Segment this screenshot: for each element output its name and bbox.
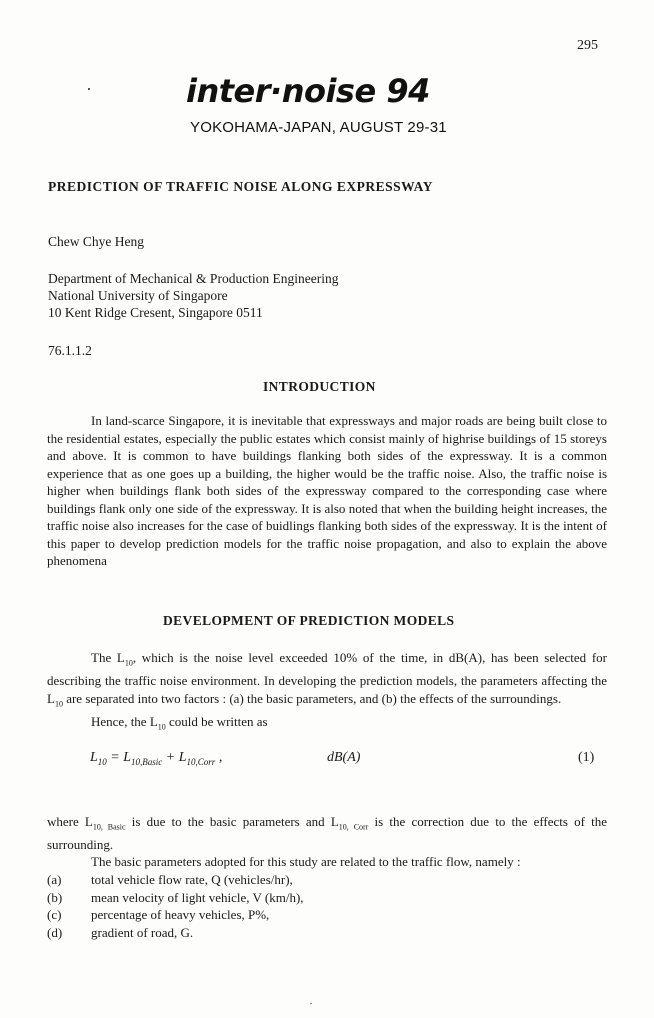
basic-parameters-list	[47, 871, 304, 941]
author-name: Chew Chye Heng	[48, 234, 144, 249]
introduction-paragraph: In land-scarce Singapore, it is inevitable that expressways and major roads are being built close to the residential estates, especially the public estates which consist mainly of highrise buildings of 15 storeys and above. It is common to have buildings flanking both sides of the expressway. It is a common experience that as one goes up a building, the higher would be the traffic noise. Also, the traffic noise is higher when buildings flank both sides of the expressway compared to the corresponding case where buildings flank only one side of the expressway. It is also noted that when the building height increases, the traffic noise also increases for the case of buidlings flanking both sides of the expressway. It is the intent of this paper to develop prediction models for the traffic noise propagation, and also to explain the above phenomena	[47, 413, 607, 568]
scan-dot	[88, 88, 90, 90]
affiliation-line: 10 Kent Ridge Cresent, Singapore 0511	[48, 305, 263, 320]
list-item: (d) gradient of road, G.	[47, 924, 194, 940]
page-number: 295	[577, 38, 598, 53]
basic-parameters-intro: The basic parameters adopted for this study are related to the traffic flow, namely :	[91, 854, 521, 869]
affiliation-line: Department of Mechanical & Production Engineering	[48, 271, 339, 286]
equation-unit: dB(A)	[327, 750, 361, 765]
scan-speck	[310, 1003, 312, 1004]
classification-code: 76.1.1.2	[48, 343, 92, 358]
conference-venue: YOKOHAMA-JAPAN, AUGUST 29-31	[190, 119, 447, 136]
paper-title: PREDICTION OF TRAFFIC NOISE ALONG EXPRESSWAY	[48, 179, 433, 194]
affiliation-line: National University of Singapore	[48, 288, 228, 303]
where-paragraph: where $L_{10, Basic}$ is due to the basic parameters and $L_{10, Corr}$ is the correction due to the effects of the surrounding.	[47, 814, 608, 853]
list-item: (c) percentage of heavy vehicles, P%,	[47, 907, 270, 922]
conference-logo: inter·noise 94	[186, 72, 430, 110]
list-item: (a) total vehicle flow rate, Q (vehicles/hr),	[47, 872, 293, 887]
affiliation	[48, 270, 339, 321]
equation-number: (1)	[578, 750, 595, 765]
development-paragraph: The $L_{10}$, which is the noise level exceeded 10% of the time, in dB(A), has been selected for describing the traffic noise environment. In developing the prediction models, the parameters affecting the $L_{10}$ are separated into two factors : (a) the basic parameters, and (b) the effects of the surroundings. Hence, the $L_{10}$ could be written as	[47, 650, 607, 732]
list-item: (b) mean velocity of light vehicle, V (km/h),	[47, 889, 304, 905]
section-heading-development: DEVELOPMENT OF PREDICTION MODELS	[163, 613, 455, 628]
section-heading-introduction: INTRODUCTION	[263, 379, 376, 394]
equation-1: $L_{10} = L_{10,Basic} + L_{10,Corr}$ ,	[90, 750, 223, 767]
